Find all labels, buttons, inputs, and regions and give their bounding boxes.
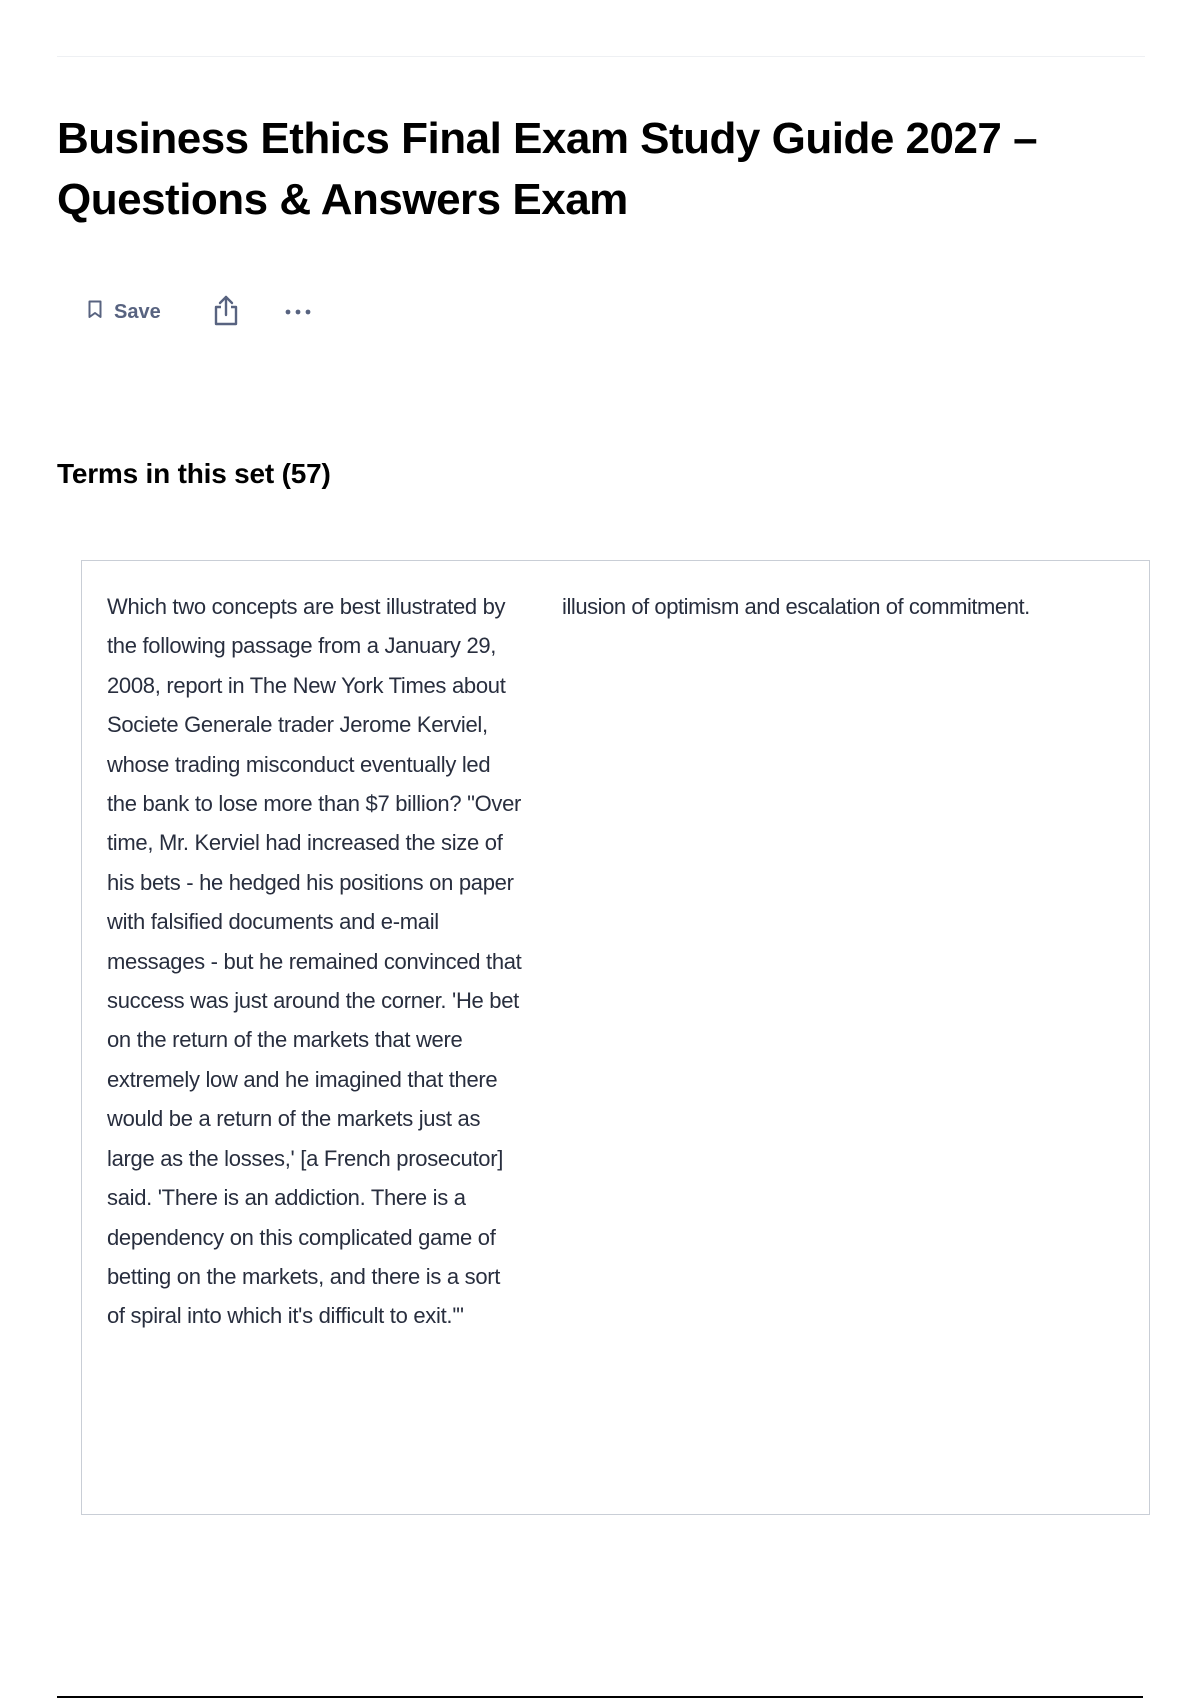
more-options-icon <box>284 303 312 321</box>
terms-heading: Terms in this set (57) <box>57 458 331 489</box>
bookmark-icon <box>88 300 102 325</box>
action-toolbar <box>80 290 318 334</box>
term-answer: illusion of optimism and escalation of commitment. <box>562 594 1030 619</box>
share-icon <box>212 294 240 331</box>
top-divider <box>57 56 1145 57</box>
share-button[interactable] <box>206 292 246 332</box>
save-label: Save <box>114 300 161 323</box>
save-button[interactable] <box>80 294 169 331</box>
bottom-divider <box>57 1696 1143 1698</box>
more-options-button[interactable] <box>278 292 318 332</box>
term-card <box>81 560 1150 1515</box>
term-question: Which two concepts are best illustrated by the following passage from a January 29, 2008, report in The New York Times about Societe Generale trader Jerome Kerviel, whose trading misconduct eventually led the bank to lose more than $7 billion? "Over time, Mr. Kerviel had increased the size of his bets - he hedged his positions on paper with falsified documents and e-mail messages - but he remained convinced that success was just around the corner. 'He bet on the return of the markets that were extremely low and he imagined that there would be a return of the markets just as large as the losses,' [a French prosecutor] said. 'There is an addiction. There is a dependency on this complicated game of betting on the markets, and there is a sort of spiral into which it's difficult to exit.'" <box>107 594 522 1329</box>
page-title: Business Ethics Final Exam Study Guide 2027 – Questions & Answers Exam <box>57 114 1038 224</box>
